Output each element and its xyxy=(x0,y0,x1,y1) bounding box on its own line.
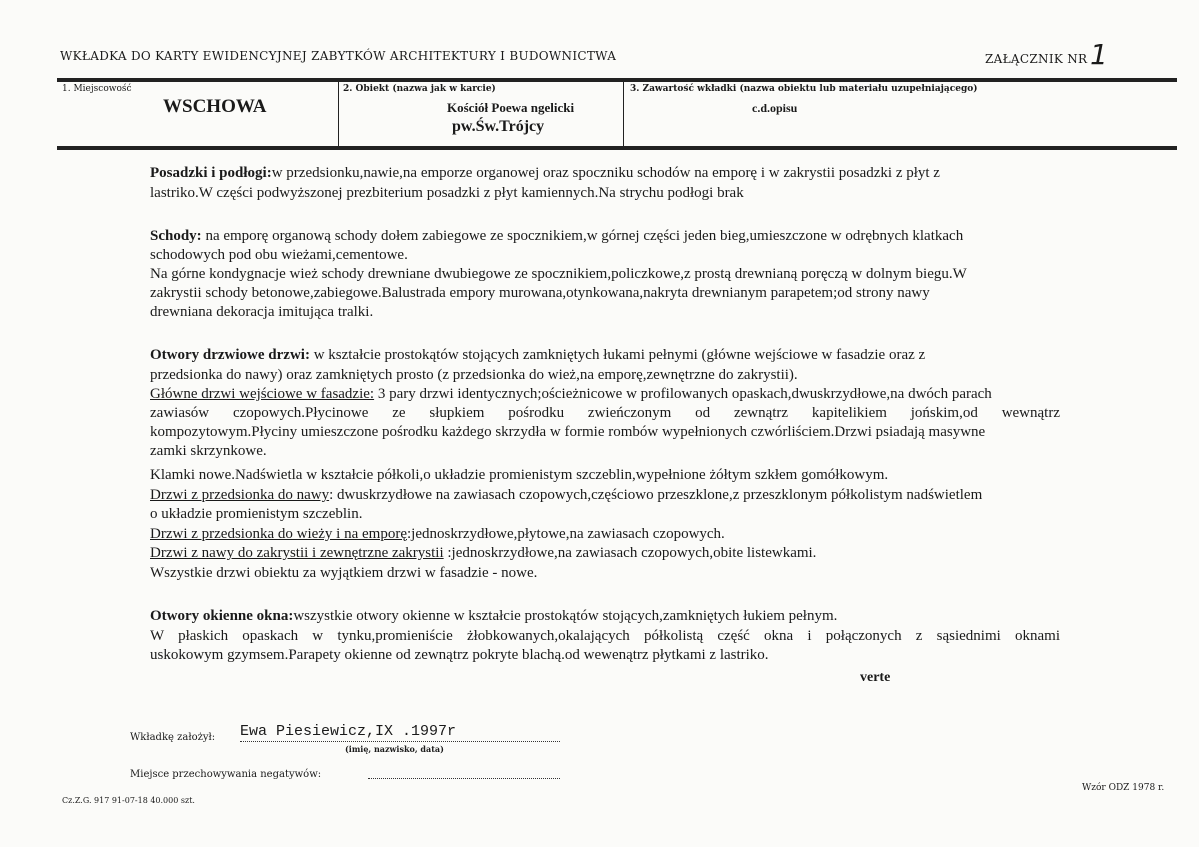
text-line xyxy=(150,386,1060,403)
text-segment: Na górne kondygnacje wież schody drewniane dwubiegowe ze spocznikiem,policzkowe,z prostą drewnianą poręczą w dolnym biegu.W xyxy=(150,266,967,282)
text-segment: :jednoskrzydłowe,płytowe,na zawiasach czopowych. xyxy=(407,526,725,542)
section-heading: Posadzki i podłogi: xyxy=(150,165,272,181)
field-1-value: WSCHOWA xyxy=(163,96,267,117)
text-segment: na emporę organową schody dołem zabiegowe ze spocznikiem,w górnej części jeden bieg,umieszczone w odrębnych klatkach xyxy=(201,228,964,244)
text-segment: w przedsionku,nawie,na emporze organowej oraz spoczniku schodów na emporę i w zakrystii posadzki z płyt z xyxy=(271,165,940,181)
verte-note: verte xyxy=(860,670,891,685)
text-segment: zamki skrzynkowe. xyxy=(150,443,267,459)
text-line xyxy=(150,608,1060,625)
text-line xyxy=(150,247,1060,264)
field-2-value-line2: pw.Św.Trójcy xyxy=(452,118,545,135)
text-line xyxy=(150,285,1060,302)
field-3-label: 3. Zawartość wkładki (nazwa obiektu lub materiału uzupełniającego) xyxy=(630,84,978,94)
text-line xyxy=(150,526,1060,543)
attachment-label: ZAŁĄCZNIK NR xyxy=(985,52,1088,66)
text-line xyxy=(150,165,1060,182)
text-line xyxy=(150,367,1060,384)
top-rule xyxy=(57,78,1177,82)
text-segment: lastriko.W części podwyższonej prezbiterium posadzki z płyt kamiennych.Na strychu podłogi brak xyxy=(150,185,744,201)
section-heading: Schody: xyxy=(150,228,202,244)
text-line xyxy=(150,565,1060,582)
text-line xyxy=(150,467,1060,484)
text-line xyxy=(150,304,1060,321)
text-line xyxy=(150,487,1060,504)
text-segment: o układzie promienistym szczeblin. xyxy=(150,506,363,522)
attachment-number: 1 xyxy=(1090,38,1108,71)
text-line xyxy=(150,647,1060,664)
field-1-label: 1. Miejscowość xyxy=(62,84,132,94)
text-segment: uskokowym gzymsem.Parapety okienne od zewnątrz pokryte blachą.od wewenątrz płytkami z lastriko. xyxy=(150,647,769,663)
text-line xyxy=(150,347,1060,364)
text-line xyxy=(150,424,1060,441)
negatives-line xyxy=(368,778,560,780)
text-segment: w kształcie prostokątów stojących zamkniętych łukami pełnymi (główne wejściowe w fasadzie oraz z xyxy=(309,347,926,363)
text-segment: Klamki nowe.Nadświetla w kształcie półkoli,o układzie promienistym szczeblin,wypełnione żółtym szkłem gomółkowym. xyxy=(150,467,889,483)
section-heading: Otwory drzwiowe drzwi: xyxy=(150,347,310,363)
subsection-heading: Drzwi z przedsionka do nawy xyxy=(150,487,330,503)
text-segment: Wszystkie drzwi obiektu za wyjątkiem drzwi w fasadzie - nowe. xyxy=(150,565,538,581)
author-hint: (imię, nazwisko, data) xyxy=(345,744,444,754)
text-segment: : dwuskrzydłowe na zawiasach czopowych,częściowo przeszklone,z przeszklonym półkolistym nadświetlem xyxy=(329,487,983,503)
form-model: Wzór ODZ 1978 r. xyxy=(1082,783,1165,793)
field-2-value-line1: Kościół Poewa ngelicki xyxy=(447,100,575,115)
text-segment: zawiasów czopowych.Płycinowe ze słupkiem pośrodku zwieńczonym od zewnątrz kapitelikiem jońskim,od wewnątrz xyxy=(150,405,1060,421)
text-segment: zakrystii schody betonowe,zabiegowe.Balustrada empory murowana,otynkowana,nakryta drewnianym parapetem;od strony nawy xyxy=(150,285,930,301)
text-line xyxy=(150,545,1060,562)
divider xyxy=(623,80,624,148)
text-segment: :jednoskrzydłowe,na zawiasach czopowych,obite listewkami. xyxy=(443,545,817,561)
text-line xyxy=(150,228,1060,245)
author-line xyxy=(240,741,560,743)
print-code: Cz.Z.G. 917 91-07-18 40.000 szt. xyxy=(62,796,195,805)
text-segment: kompozytowym.Płyciny umieszczone pośrodku każdego skrzydła w formie rombów wypełnionych czwórliściem.Drzwi psiadają masywne xyxy=(150,424,986,440)
divider xyxy=(338,80,339,148)
text-segment: W płaskich opaskach w tynku,promieniście żłobkowanych,okalających półkolistą część okna i połączonych z sąsiednimi oknami xyxy=(150,628,1060,644)
field-2-label: 2. Obiekt (nazwa jak w karcie) xyxy=(343,84,496,94)
text-line xyxy=(150,405,1060,422)
bottom-rule xyxy=(57,146,1177,150)
subsection-heading: Drzwi z przedsionka do wieży i na emporę xyxy=(150,526,407,542)
subsection-heading: Drzwi z nawy do zakrystii i zewnętrzne zakrystii xyxy=(150,545,444,561)
text-line xyxy=(150,443,1060,460)
author-label: Wkładkę założył: xyxy=(130,732,216,743)
text-line xyxy=(150,266,1060,283)
text-line xyxy=(150,628,1060,645)
field-3-value: c.d.opisu xyxy=(752,101,798,115)
text-line xyxy=(150,506,1060,523)
text-segment: przedsionka do nawy) oraz zamkniętych prosto (z przedsionka do wież,na emporę,zewnętrzne do zakrystii). xyxy=(150,367,798,383)
text-segment: 3 pary drzwi identycznych;ościeżnicowe w profilowanych opaskach,dwuskrzydłowe,na dwóch parach xyxy=(374,386,992,402)
subsection-heading: Główne drzwi wejściowe w fasadzie: xyxy=(150,386,375,402)
text-segment: schodowych pod obu wieżami,cementowe. xyxy=(150,247,408,263)
document-title: WKŁADKA DO KARTY EWIDENCYJNEJ ZABYTKÓW ARCHITEKTURY I BUDOWNICTWA xyxy=(60,49,617,63)
text-line xyxy=(150,185,1060,202)
text-segment: wszystkie otwory okienne w kształcie prostokątów stojących,zamkniętych łukiem pełnym. xyxy=(293,608,838,624)
negatives-label: Miejsce przechowywania negatywów: xyxy=(130,769,322,780)
text-segment: drewniana dekoracja imitująca tralki. xyxy=(150,304,374,320)
author-value: Ewa Piesiewicz,IX .1997r xyxy=(240,723,457,740)
section-heading: Otwory okienne okna: xyxy=(150,608,294,624)
